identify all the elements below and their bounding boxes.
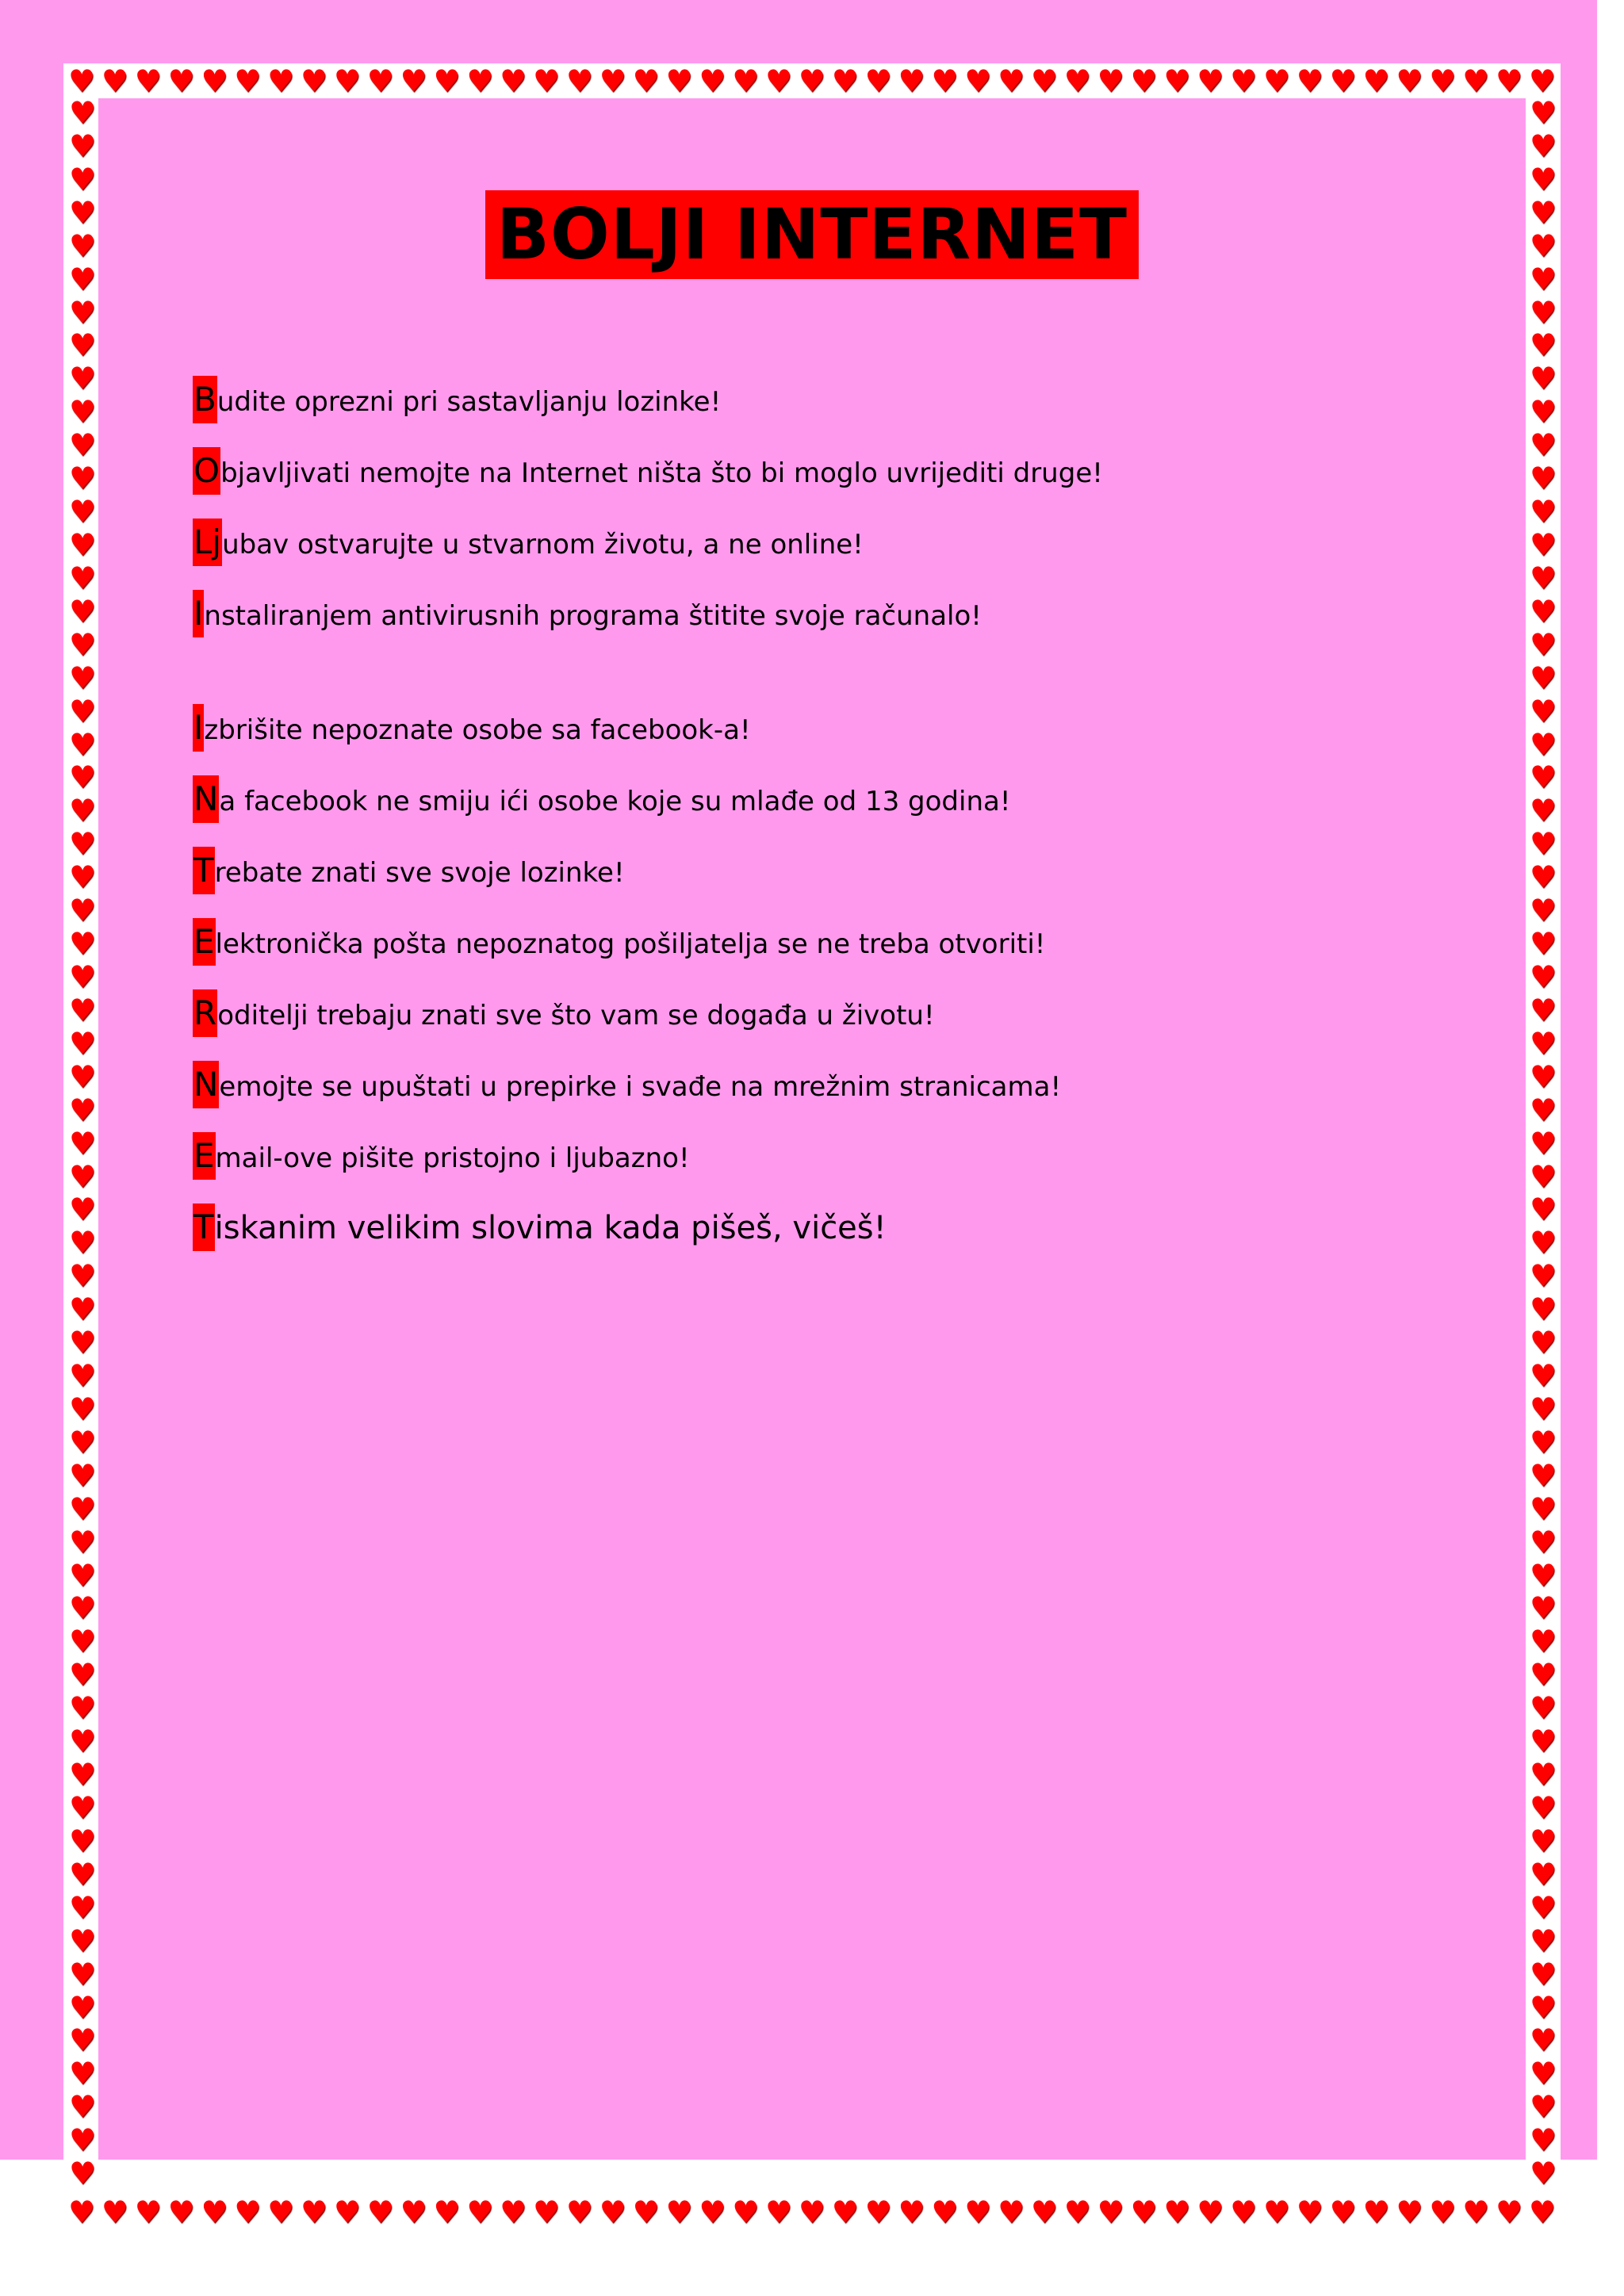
heart-icon: ♥ (1529, 959, 1557, 994)
heart-icon: ♥ (1529, 2022, 1557, 2058)
heart-icon: ♥ (565, 63, 593, 98)
heart-icon: ♥ (68, 2089, 97, 2125)
heart-icon: ♥ (68, 1457, 97, 1493)
heart-icon: ♥ (68, 1657, 97, 1693)
heart-icon: ♥ (101, 2195, 128, 2229)
heart-icon: ♥ (267, 2195, 295, 2229)
line-text: nstaliranjem antivirusnih programa štitite svoje računalo! (204, 600, 982, 632)
heart-icon: ♥ (68, 1125, 97, 1161)
heart-icon: ♥ (400, 2195, 427, 2229)
line-text: iskanim velikim slovima kada pišeš, vičeš! (214, 1210, 887, 1246)
line-initial: Lj (193, 519, 222, 566)
heart-icon: ♥ (1529, 1192, 1557, 1227)
heart-icon: ♥ (466, 63, 494, 98)
heart-icon: ♥ (201, 2195, 228, 2229)
heart-icon: ♥ (68, 128, 97, 163)
heart-icon: ♥ (68, 1158, 97, 1194)
heart-icon: ♥ (1529, 526, 1557, 562)
heart-icon: ♥ (333, 63, 361, 98)
heart-icon: ♥ (68, 1889, 97, 1925)
heart-icon: ♥ (1529, 1058, 1557, 1094)
heart-icon: ♥ (267, 63, 295, 98)
heart-icon: ♥ (898, 63, 925, 98)
acrostic-line (193, 590, 1461, 637)
heart-icon: ♥ (898, 2195, 925, 2229)
heart-icon: ♥ (1529, 1757, 1557, 1793)
heart-icon: ♥ (1529, 1989, 1557, 2025)
heart-icon: ♥ (798, 2195, 825, 2229)
heart-icon: ♥ (732, 2195, 760, 2229)
heart-icon: ♥ (68, 826, 97, 862)
line-text: oditelji trebaju znati sve što vam se događa u životu! (217, 1000, 935, 1031)
acrostic-line (193, 1061, 1461, 1108)
line-text: lektronička pošta nepoznatog pošiljatelja se ne treba otvoriti! (215, 928, 1046, 960)
heart-icon: ♥ (1529, 194, 1557, 230)
heart-icon: ♥ (68, 893, 97, 928)
heart-icon: ♥ (798, 63, 825, 98)
acrostic-line (193, 1203, 1461, 1251)
acrostic-line (193, 775, 1461, 823)
heart-icon: ♥ (68, 660, 97, 695)
acrostic-line (193, 989, 1461, 1037)
heart-icon: ♥ (68, 2056, 97, 2091)
heart-icon: ♥ (1529, 1923, 1557, 1958)
heart-icon: ♥ (68, 2022, 97, 2058)
heart-icon: ♥ (68, 95, 97, 130)
heart-icon: ♥ (68, 1524, 97, 1559)
heart-icon: ♥ (68, 1557, 97, 1593)
heart-icon: ♥ (533, 63, 561, 98)
heart-icon: ♥ (68, 693, 97, 729)
heart-icon: ♥ (68, 1058, 97, 1094)
heart-icon: ♥ (1529, 992, 1557, 1027)
line-text: a facebook ne smiju ići osobe koje su mlađe od 13 godina! (219, 786, 1011, 817)
line-initial: E (193, 1132, 216, 1180)
heart-icon: ♥ (1495, 2195, 1523, 2229)
heart-icon: ♥ (565, 2195, 593, 2229)
heart-icon: ♥ (1529, 494, 1557, 530)
heart-icon: ♥ (632, 2195, 660, 2229)
heart-icon: ♥ (68, 2156, 97, 2191)
heart-icon: ♥ (433, 2195, 461, 2229)
heart-icon: ♥ (68, 1724, 97, 1759)
heart-icon: ♥ (1130, 63, 1158, 98)
heart-icon: ♥ (68, 1225, 97, 1261)
heart-icon: ♥ (68, 1690, 97, 1726)
heart-icon: ♥ (1063, 63, 1091, 98)
heart-icon: ♥ (68, 626, 97, 662)
heart-icon: ♥ (1329, 63, 1357, 98)
heart-icon: ♥ (1529, 1358, 1557, 1394)
heart-icon: ♥ (68, 194, 97, 230)
heart-icon: ♥ (1529, 893, 1557, 928)
heart-icon: ♥ (68, 261, 97, 297)
heart-icon: ♥ (964, 2195, 992, 2229)
heart-icon: ♥ (1329, 2195, 1357, 2229)
heart-icon: ♥ (1529, 926, 1557, 962)
heart-icon: ♥ (1529, 1724, 1557, 1759)
heart-icon: ♥ (1529, 1025, 1557, 1061)
heart-icon: ♥ (68, 1956, 97, 1992)
heart-icon: ♥ (1529, 660, 1557, 695)
heart-icon: ♥ (134, 63, 162, 98)
heart-icon: ♥ (1163, 2195, 1191, 2229)
heart-icon: ♥ (68, 526, 97, 562)
acrostic-line (193, 519, 1461, 566)
heart-icon: ♥ (1296, 63, 1323, 98)
acrostic-list (193, 376, 1461, 1275)
heart-icon: ♥ (1529, 1125, 1557, 1161)
heart-icon: ♥ (998, 2195, 1025, 2229)
heart-icon: ♥ (167, 2195, 195, 2229)
heart-icon: ♥ (1529, 2056, 1557, 2091)
heart-icon: ♥ (1529, 1657, 1557, 1693)
heart-icon: ♥ (1529, 1624, 1557, 1659)
heart-icon: ♥ (1529, 2089, 1557, 2125)
heart-icon: ♥ (68, 1424, 97, 1460)
heart-border-left (65, 97, 100, 2190)
heart-icon: ♥ (1130, 2195, 1158, 2229)
heart-icon: ♥ (1529, 1889, 1557, 1925)
acrostic-line (193, 704, 1461, 752)
heart-icon: ♥ (1529, 1524, 1557, 1559)
heart-icon: ♥ (68, 1590, 97, 1626)
line-initial: R (193, 989, 217, 1037)
heart-icon: ♥ (366, 63, 394, 98)
heart-icon: ♥ (68, 63, 96, 98)
heart-icon: ♥ (1529, 1956, 1557, 1992)
line-text: zbrišite nepoznate osobe sa facebook-a! (204, 714, 751, 746)
heart-icon: ♥ (1230, 2195, 1258, 2229)
heart-icon: ♥ (1529, 560, 1557, 595)
heart-icon: ♥ (1529, 2122, 1557, 2158)
line-text: mail-ove pišite pristojno i ljubazno! (215, 1142, 690, 1174)
heart-icon: ♥ (301, 63, 328, 98)
heart-icon: ♥ (68, 992, 97, 1027)
heart-icon: ♥ (68, 1358, 97, 1394)
heart-icon: ♥ (931, 63, 959, 98)
heart-icon: ♥ (68, 926, 97, 962)
heart-icon: ♥ (665, 2195, 693, 2229)
heart-icon: ♥ (68, 859, 97, 895)
heart-icon: ♥ (68, 560, 97, 595)
acrostic-line (193, 1132, 1461, 1180)
heart-icon: ♥ (1197, 2195, 1224, 2229)
heart-icon: ♥ (1529, 726, 1557, 762)
heart-border-right (1526, 97, 1561, 2190)
heart-icon: ♥ (134, 2195, 162, 2229)
acrostic-line (193, 447, 1461, 495)
heart-icon: ♥ (68, 593, 97, 629)
line-initial: O (193, 447, 220, 495)
heart-icon: ♥ (366, 2195, 394, 2229)
heart-icon: ♥ (1529, 693, 1557, 729)
heart-icon: ♥ (1197, 63, 1224, 98)
heart-icon: ♥ (68, 361, 97, 396)
heart-icon: ♥ (1529, 161, 1557, 197)
heart-icon: ♥ (1097, 2195, 1124, 2229)
heart-icon: ♥ (831, 63, 859, 98)
heart-icon: ♥ (68, 793, 97, 828)
heart-icon: ♥ (333, 2195, 361, 2229)
heart-icon: ♥ (68, 461, 97, 496)
heart-icon: ♥ (1529, 128, 1557, 163)
heart-icon: ♥ (1030, 63, 1058, 98)
heart-icon: ♥ (1528, 2195, 1556, 2229)
heart-icon: ♥ (1097, 63, 1124, 98)
heart-icon: ♥ (1529, 2156, 1557, 2191)
heart-icon: ♥ (301, 2195, 328, 2229)
heart-icon: ♥ (68, 1192, 97, 1227)
line-text: emojte se upuštati u prepirke i svađe na mrežnim stranicama! (219, 1071, 1062, 1103)
heart-icon: ♥ (1529, 859, 1557, 895)
heart-icon: ♥ (201, 63, 228, 98)
line-text: rebate znati sve svoje lozinke! (214, 857, 625, 889)
heart-icon: ♥ (68, 2195, 96, 2229)
heart-icon: ♥ (1030, 2195, 1058, 2229)
heart-icon: ♥ (665, 63, 693, 98)
heart-icon: ♥ (1462, 63, 1490, 98)
line-initial: I (193, 704, 204, 752)
heart-icon: ♥ (765, 2195, 793, 2229)
heart-icon: ♥ (1529, 1790, 1557, 1826)
heart-icon: ♥ (1230, 63, 1258, 98)
acrostic-line (193, 847, 1461, 894)
line-text: udite oprezni pri sastavljanju lozinke! (216, 386, 722, 418)
heart-border-top (68, 62, 1556, 100)
heart-icon: ♥ (1529, 1690, 1557, 1726)
heart-icon: ♥ (68, 1923, 97, 1958)
heart-icon: ♥ (1529, 327, 1557, 363)
heart-icon: ♥ (1163, 63, 1191, 98)
line-initial: N (193, 1061, 219, 1108)
heart-icon: ♥ (68, 1325, 97, 1360)
heart-icon: ♥ (1528, 63, 1556, 98)
heart-icon: ♥ (1529, 1391, 1557, 1426)
heart-icon: ♥ (699, 2195, 726, 2229)
heart-icon: ♥ (68, 726, 97, 762)
heart-icon: ♥ (599, 63, 626, 98)
line-initial: E (193, 918, 216, 966)
heart-icon: ♥ (68, 1258, 97, 1294)
line-initial: I (193, 590, 204, 637)
heart-icon: ♥ (68, 1856, 97, 1892)
heart-icon: ♥ (765, 63, 793, 98)
heart-icon: ♥ (68, 1092, 97, 1127)
heart-icon: ♥ (1529, 760, 1557, 795)
heart-icon: ♥ (732, 63, 760, 98)
heart-icon: ♥ (1529, 1158, 1557, 1194)
line-text: bjavljivati nemojte na Internet ništa što bi moglo uvrijediti druge! (220, 457, 1103, 489)
heart-icon: ♥ (1462, 2195, 1490, 2229)
heart-icon: ♥ (68, 494, 97, 530)
acrostic-line (193, 918, 1461, 966)
heart-icon: ♥ (68, 1490, 97, 1526)
line-initial: T (193, 847, 215, 894)
heart-icon: ♥ (1529, 228, 1557, 263)
heart-icon: ♥ (68, 1823, 97, 1858)
heart-icon: ♥ (1262, 63, 1291, 98)
line-initial: N (193, 775, 219, 823)
title-container (0, 190, 1624, 279)
heart-icon: ♥ (1529, 1823, 1557, 1858)
heart-icon: ♥ (1529, 593, 1557, 629)
heart-icon: ♥ (1396, 2195, 1423, 2229)
line-initial: T (193, 1203, 215, 1251)
heart-icon: ♥ (68, 327, 97, 363)
heart-icon: ♥ (1429, 63, 1457, 98)
heart-icon: ♥ (68, 2122, 97, 2158)
heart-icon: ♥ (500, 2195, 527, 2229)
heart-border-bottom (68, 2193, 1556, 2231)
heart-icon: ♥ (1529, 1490, 1557, 1526)
heart-icon: ♥ (68, 1292, 97, 1327)
heart-icon: ♥ (632, 63, 660, 98)
line-text: ubav ostvarujte u stvarnom životu, a ne online! (222, 529, 864, 561)
heart-icon: ♥ (500, 63, 527, 98)
heart-icon: ♥ (68, 1757, 97, 1793)
heart-icon: ♥ (1529, 261, 1557, 297)
heart-icon: ♥ (931, 2195, 959, 2229)
heart-icon: ♥ (1529, 1557, 1557, 1593)
heart-icon: ♥ (68, 760, 97, 795)
heart-icon: ♥ (68, 228, 97, 263)
heart-icon: ♥ (101, 63, 128, 98)
page-title: BOLJI INTERNET (485, 190, 1139, 279)
heart-icon: ♥ (1063, 2195, 1091, 2229)
heart-icon: ♥ (831, 2195, 859, 2229)
heart-icon: ♥ (68, 294, 97, 330)
heart-icon: ♥ (1529, 626, 1557, 662)
heart-icon: ♥ (1529, 1258, 1557, 1294)
heart-icon: ♥ (1362, 63, 1390, 98)
heart-icon: ♥ (533, 2195, 561, 2229)
heart-icon: ♥ (68, 394, 97, 430)
heart-icon: ♥ (864, 2195, 892, 2229)
heart-icon: ♥ (1529, 95, 1557, 130)
heart-icon: ♥ (234, 2195, 262, 2229)
heart-icon: ♥ (400, 63, 427, 98)
heart-icon: ♥ (1529, 1590, 1557, 1626)
heart-icon: ♥ (599, 2195, 626, 2229)
heart-icon: ♥ (68, 1624, 97, 1659)
heart-icon: ♥ (1529, 294, 1557, 330)
heart-icon: ♥ (699, 63, 726, 98)
heart-icon: ♥ (167, 63, 195, 98)
heart-icon: ♥ (1529, 1225, 1557, 1261)
heart-icon: ♥ (1396, 63, 1423, 98)
heart-icon: ♥ (1529, 1325, 1557, 1360)
heart-icon: ♥ (68, 161, 97, 197)
heart-icon: ♥ (1529, 1457, 1557, 1493)
heart-icon: ♥ (1529, 461, 1557, 496)
heart-icon: ♥ (1529, 1424, 1557, 1460)
heart-icon: ♥ (433, 63, 461, 98)
heart-icon: ♥ (1495, 63, 1523, 98)
heart-icon: ♥ (1529, 793, 1557, 828)
heart-icon: ♥ (68, 959, 97, 994)
heart-icon: ♥ (1529, 1092, 1557, 1127)
acrostic-line (193, 376, 1461, 423)
heart-icon: ♥ (864, 63, 892, 98)
heart-icon: ♥ (68, 1025, 97, 1061)
heart-icon: ♥ (1529, 427, 1557, 463)
heart-icon: ♥ (234, 63, 262, 98)
heart-icon: ♥ (1362, 2195, 1390, 2229)
heart-icon: ♥ (466, 2195, 494, 2229)
heart-icon: ♥ (1529, 826, 1557, 862)
heart-icon: ♥ (68, 427, 97, 463)
heart-icon: ♥ (964, 63, 992, 98)
heart-icon: ♥ (1429, 2195, 1457, 2229)
heart-icon: ♥ (68, 1790, 97, 1826)
heart-icon: ♥ (68, 1989, 97, 2025)
line-initial: B (193, 376, 217, 423)
heart-icon: ♥ (1262, 2195, 1291, 2229)
heart-icon: ♥ (998, 63, 1025, 98)
heart-icon: ♥ (1529, 1292, 1557, 1327)
heart-icon: ♥ (1529, 1856, 1557, 1892)
heart-icon: ♥ (68, 1391, 97, 1426)
heart-icon: ♥ (1296, 2195, 1323, 2229)
heart-icon: ♥ (1529, 394, 1557, 430)
heart-icon: ♥ (1529, 361, 1557, 396)
